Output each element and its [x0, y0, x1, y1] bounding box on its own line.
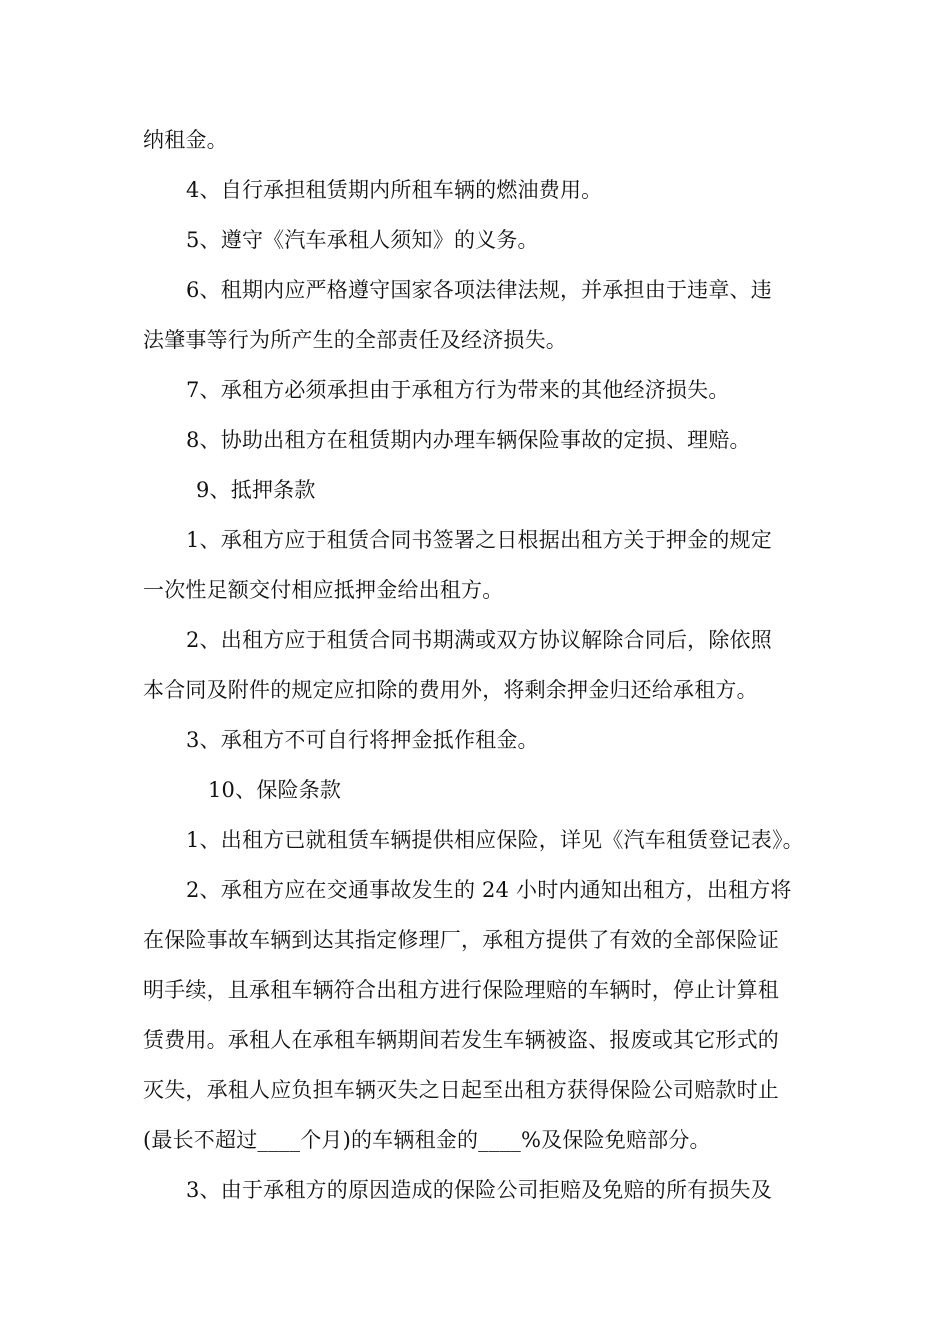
- deposit-clause-3: 3、承租方不可自行将押金抵作租金。: [186, 728, 539, 752]
- text-line: 明手续，且承租车辆符合出租方进行保险理赔的车辆时，停止计算租: [143, 978, 779, 1002]
- text-line: 法肇事等行为所产生的全部责任及经济损失。: [143, 328, 567, 352]
- text-line: 赁费用。承租人在承租车辆期间若发生车辆被盗、报废或其它形式的: [143, 1028, 779, 1052]
- text-line: 本合同及附件的规定应扣除的费用外，将剩余押金归还给承租方。: [143, 678, 758, 702]
- insurance-clause-1: 1、出租方已就租赁车辆提供相应保险，详见《汽车租赁登记表》。: [186, 828, 804, 852]
- text-line: (最长不超过____个月)的车辆租金的____%及保险免赔部分。: [143, 1128, 711, 1152]
- section-heading-deposit: 9、抵押条款: [196, 478, 316, 502]
- clause-7: 7、承租方必须承担由于承租方行为带来的其他经济损失。: [186, 378, 730, 402]
- text-line: 灭失，承租人应负担车辆灭失之日起至出租方获得保险公司赔款时止: [143, 1078, 779, 1102]
- text-line: 纳租金。: [143, 128, 228, 152]
- clause-6: 6、租期内应严格遵守国家各项法律法规，并承担由于违章、违: [186, 278, 772, 302]
- deposit-clause-1: 1、承租方应于租赁合同书签署之日根据出租方关于押金的规定: [186, 528, 772, 552]
- clause-4: 4、自行承担租赁期内所租车辆的燃油费用。: [186, 178, 603, 202]
- insurance-clause-2: 2、承租方应在交通事故发生的 24 小时内通知出租方，出租方将: [186, 878, 792, 902]
- clause-8: 8、协助出租方在租赁期内办理车辆保险事故的定损、理赔。: [186, 428, 751, 452]
- clause-5: 5、遵守《汽车承租人须知》的义务。: [186, 228, 539, 252]
- text-line: 在保险事故车辆到达其指定修理厂，承租方提供了有效的全部保险证: [143, 928, 779, 952]
- text-line: 一次性足额交付相应抵押金给出租方。: [143, 578, 504, 602]
- deposit-clause-2: 2、出租方应于租赁合同书期满或双方协议解除合同后，除依照: [186, 628, 772, 652]
- section-heading-insurance: 10、保险条款: [208, 778, 342, 802]
- insurance-clause-3: 3、由于承租方的原因造成的保险公司拒赔及免赔的所有损失及: [186, 1178, 772, 1202]
